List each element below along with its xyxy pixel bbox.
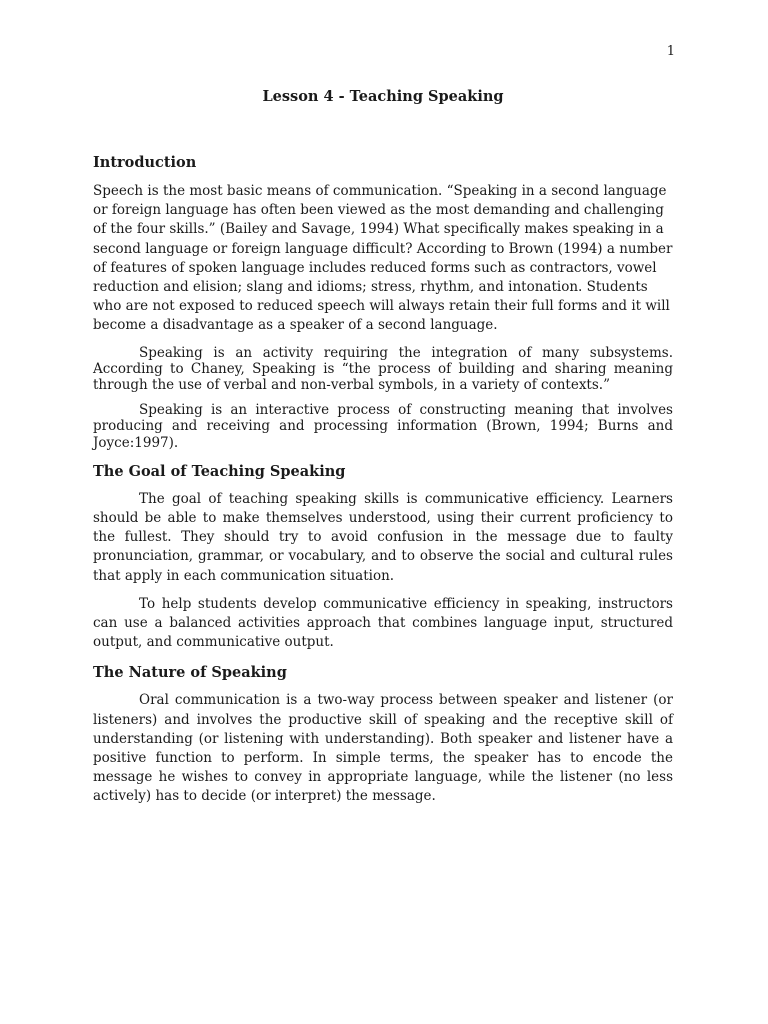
introduction-paragraph-2: Speaking is an activity requiring the integration of many subsystems. According to Chaney, Speaking is “the process of building and sharing meaning through the use of verbal and non-verbal symbols, in a variety of contexts.” xyxy=(93,344,673,394)
section-heading-goal-of-teaching-speaking: The Goal of Teaching Speaking xyxy=(93,462,346,480)
nature-paragraph-1: Oral communication is a two-way process between speaker and listener (or listeners) and involves the productive skill of speaking and the receptive skill of understanding (or listening with understanding). Both speaker and listener have a positive function to perform. In simple terms, the speaker has to encode the message he wishes to convey in appropriate language, while the listener (no less actively) has to decide (or interpret) the message. xyxy=(93,692,673,805)
goal-paragraph-2: To help students develop communicative efficiency in speaking, instructors can use a balanced activities approach that combines language input, structured output, and communicative output. xyxy=(93,595,673,651)
introduction-paragraph-3: Speaking is an interactive process of constructing meaning that involves producing and receiving and processing information (Brown, 1994; Burns and Joyce:1997). xyxy=(93,402,673,451)
section-heading-nature-of-speaking: The Nature of Speaking xyxy=(93,664,287,682)
section-heading-introduction: Introduction xyxy=(93,154,197,171)
introduction-paragraph-1: Speech is the most basic means of communication. “Speaking in a second language or foreign language has often been viewed as the most demanding and challenging of the four skills.” (Bailey and Savage, 1994) What specifically makes speaking in a second language or foreign language difficult? According to Brown (1994) a number of features of spoken language includes reduced forms such as contractors, vowel reduction and elision; slang and idioms; stress, rhythm, and intonation. Students who are not exposed to reduced speech will always retain their full forms and it will become a disadvantage as a speaker of a second language. xyxy=(93,183,673,334)
page-number: 1 xyxy=(666,44,675,59)
document-title: Lesson 4 - Teaching Speaking xyxy=(262,88,504,105)
goal-paragraph-1: The goal of teaching speaking skills is communicative efficiency. Learners should be able to make themselves understood, using their current proficiency to the fullest. They should try to avoid confusion in the message due to faulty pronunciation, grammar, or vocabulary, and to observe the social and cultural rules that apply in each communication situation. xyxy=(93,490,673,584)
document-body xyxy=(93,88,673,816)
